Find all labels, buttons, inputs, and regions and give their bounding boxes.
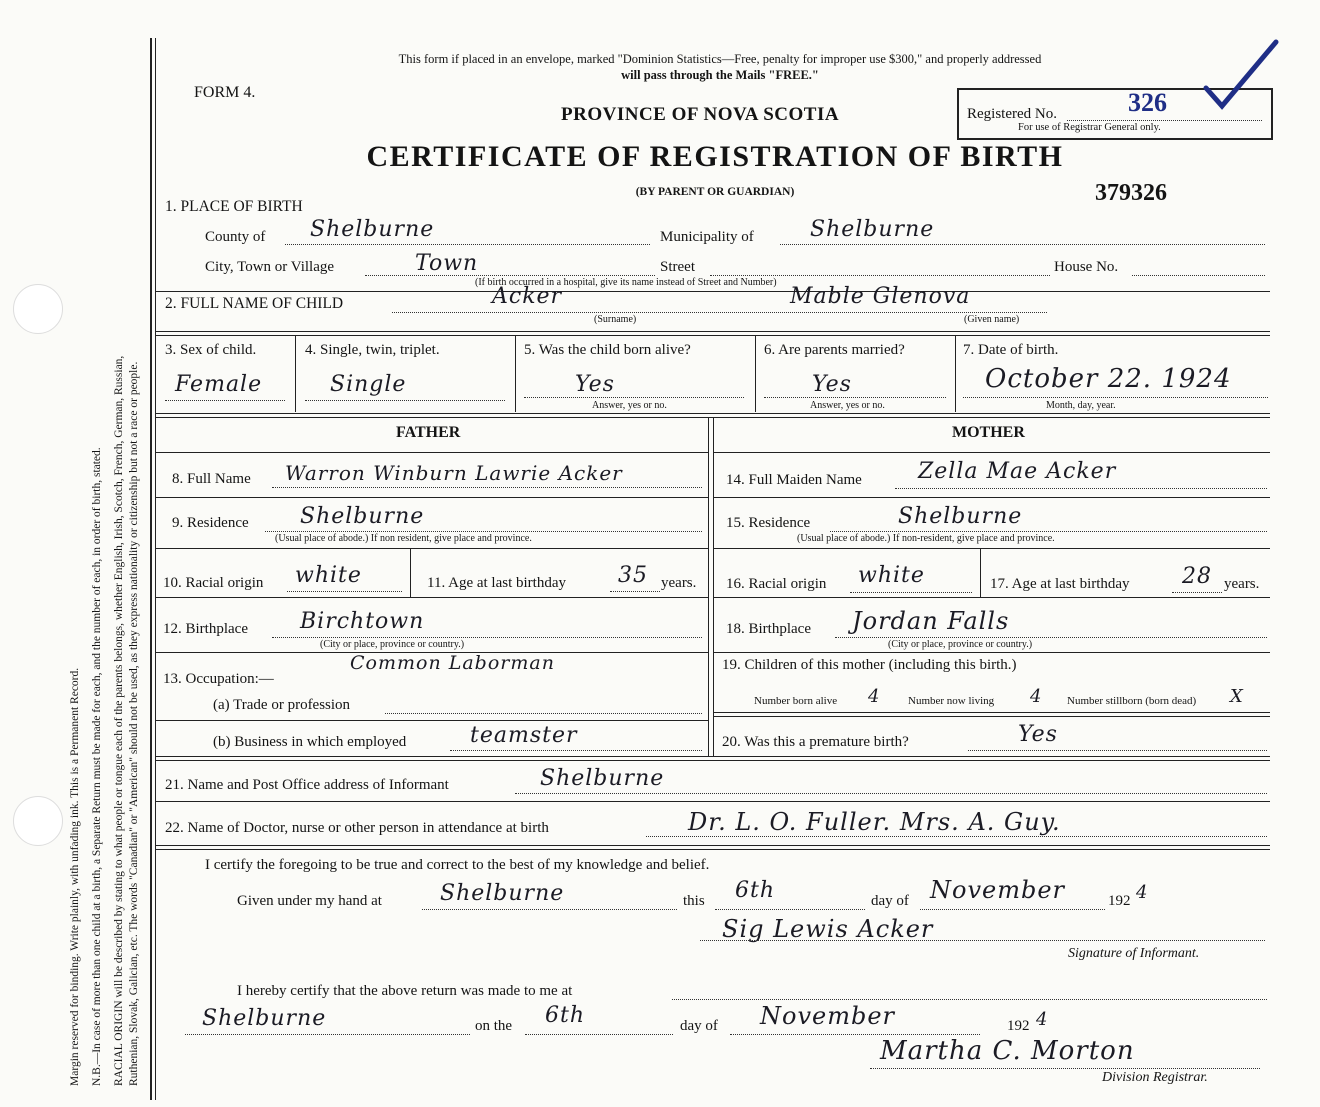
- street-label: Street: [660, 259, 695, 275]
- informant-value: Shelburne: [540, 766, 665, 791]
- mother-rule-1: [713, 497, 1270, 498]
- mother-age-value: 28: [1182, 564, 1212, 589]
- father-heading: FATHER: [396, 424, 461, 441]
- county-line: [285, 244, 650, 245]
- mother-birthplace-note: (City or place, province or country.): [888, 639, 1033, 650]
- rule-before-grid-2: [155, 335, 1270, 336]
- city-label: City, Town or Village: [205, 259, 335, 275]
- father-residence-line: [265, 531, 702, 532]
- parents-married-label: 6. Are parents married?: [764, 342, 905, 358]
- premature-value: Yes: [1018, 722, 1058, 747]
- certificate-title: CERTIFICATE OF REGISTRATION OF BIRTH: [366, 140, 1064, 173]
- rule-after-parents: [155, 756, 1270, 757]
- mother-abode-note: (Usual place of abode.) If non-resident, give place and province.: [797, 533, 1055, 544]
- father-occupation-value: Common Laborman: [350, 652, 555, 674]
- mother-racial-line: [850, 592, 972, 593]
- number-born-alive-label: Number born alive: [754, 695, 838, 707]
- mail-notice-line2: will pass through the Mails "FREE.": [621, 68, 819, 82]
- municipality-value: Shelburne: [810, 217, 935, 242]
- mother-name-label: 14. Full Maiden Name: [726, 472, 862, 488]
- certify-day-line: [715, 909, 865, 910]
- certify-month-line: [920, 909, 1105, 910]
- trade-label: (a) Trade or profession: [213, 697, 351, 713]
- binding-margin-line: [150, 38, 152, 1100]
- number-born-alive-value: 4: [868, 686, 881, 707]
- mother-residence-value: Shelburne: [898, 504, 1023, 529]
- plurality-label: 4. Single, twin, triplet.: [305, 342, 440, 358]
- born-alive-label: 5. Was the child born alive?: [524, 342, 691, 358]
- registrar-statement-line: [672, 999, 1267, 1000]
- mother-rule-5: [713, 712, 1270, 713]
- given-name-caption: (Given name): [964, 314, 1020, 325]
- father-birthplace-value: Birchtown: [300, 609, 425, 634]
- mother-racial-value: white: [858, 563, 925, 588]
- registrar-statement: I hereby certify that the above return was made to me at: [237, 983, 573, 999]
- business-line: [450, 750, 702, 751]
- mother-racial-divider: [980, 549, 981, 597]
- father-rule-5: [155, 720, 708, 721]
- certify-year-digit: 4: [1136, 882, 1149, 903]
- father-racial-value: white: [295, 563, 362, 588]
- father-racial-line: [287, 591, 402, 592]
- business-label: (b) Business in which employed: [213, 734, 407, 750]
- number-stillborn-label: Number stillborn (born dead): [1067, 695, 1197, 707]
- mother-rule-4: [713, 652, 1270, 653]
- county-label: County of: [205, 229, 266, 245]
- county-value: Shelburne: [310, 217, 435, 242]
- registered-no-line: [1067, 120, 1262, 121]
- rule-after-informant: [155, 801, 1270, 802]
- city-line: [365, 275, 655, 276]
- mother-birthplace-label: 18. Birthplace: [726, 621, 811, 637]
- registrar-year-prefix: 192: [1007, 1018, 1030, 1034]
- place-of-birth-label: 1. PLACE OF BIRTH: [165, 198, 303, 215]
- rule-after-grid: [155, 413, 1270, 414]
- municipality-line: [780, 244, 1265, 245]
- father-occupation-label: 13. Occupation:—: [163, 671, 274, 687]
- mother-residence-line: [830, 531, 1267, 532]
- certify-year-prefix: 192: [1108, 893, 1131, 909]
- children-of-mother-label: 19. Children of this mother (including this birth.): [722, 657, 1017, 673]
- punch-hole-bottom: [13, 796, 63, 846]
- father-birthplace-line: [272, 637, 702, 638]
- trade-line: [385, 713, 702, 714]
- registrar-year-digit: 4: [1036, 1009, 1049, 1030]
- division-registrar-caption: Division Registrar.: [1102, 1070, 1208, 1085]
- mother-birthplace-line: [835, 637, 1267, 638]
- child-name-line: [392, 312, 1047, 313]
- mother-rule-5b: [713, 716, 1270, 717]
- house-no-line: [1132, 275, 1265, 276]
- province-heading: PROVINCE OF NOVA SCOTIA: [561, 104, 840, 125]
- plurality-line: [305, 400, 505, 401]
- mother-residence-label: 15. Residence: [726, 515, 811, 531]
- father-name-value: Warron Winburn Lawrie Acker: [285, 461, 623, 485]
- father-birthplace-note: (City or place, province or country.): [320, 639, 465, 650]
- informant-signature: Sig Lewis Acker: [722, 915, 934, 943]
- registered-no-value: 326: [1128, 88, 1167, 117]
- born-alive-note: Answer, yes or no.: [592, 400, 667, 411]
- sex-value: Female: [175, 372, 263, 397]
- sex-label: 3. Sex of child.: [165, 342, 257, 358]
- registrar-place-line: [185, 1034, 470, 1035]
- rule-after-place: [155, 291, 1270, 292]
- business-value: teamster: [470, 723, 578, 748]
- registrar-use-note: For use of Registrar General only.: [1018, 122, 1161, 133]
- father-residence-value: Shelburne: [300, 504, 425, 529]
- certify-day-value: 6th: [735, 878, 776, 903]
- rule-after-parents-2: [155, 760, 1270, 761]
- rule-after-doctor-2: [155, 849, 1270, 850]
- doctor-line: [646, 836, 1267, 837]
- certify-month-value: November: [930, 876, 1066, 904]
- born-alive-value: Yes: [575, 372, 615, 397]
- checkmark-icon: [1200, 36, 1285, 116]
- mother-birthplace-value: Jordan Falls: [852, 607, 1010, 635]
- registrar-day-value: 6th: [545, 1003, 586, 1028]
- city-value: Town: [415, 251, 479, 276]
- certify-this-label: this: [683, 893, 705, 909]
- parents-married-value: Yes: [812, 372, 852, 397]
- margin-note-racial-origin: RACIAL ORIGIN will be described by stating to what people or tongue each of the parents belongs, whether English, Irish, Scotch, French, German, Russian,: [113, 355, 125, 1086]
- father-residence-label: 9. Residence: [172, 515, 249, 531]
- father-years-label: years.: [661, 575, 697, 591]
- father-name-label: 8. Full Name: [172, 471, 251, 487]
- mother-age-line: [1172, 592, 1222, 593]
- street-line: [710, 275, 1050, 276]
- grid-divider-4: [955, 336, 956, 412]
- given-under-hand-label: Given under my hand at: [237, 893, 382, 909]
- informant-label: 21. Name and Post Office address of Informant: [165, 777, 449, 793]
- given-place-line: [422, 909, 677, 910]
- mother-name-value: Zella Mae Acker: [918, 459, 1117, 484]
- father-age-label: 11. Age at last birthday: [427, 575, 566, 591]
- number-now-living-value: 4: [1030, 686, 1043, 707]
- child-given-name: Mable Glenova: [790, 284, 971, 309]
- father-racial-label: 10. Racial origin: [163, 575, 264, 591]
- margin-note-multiple-births: N.B.—In case of more than one child at a birth, a Separate Return must be made for each, and the number of each, in order of birth, stated.: [91, 447, 103, 1086]
- father-rule-1: [155, 497, 708, 498]
- registrar-month-value: November: [760, 1002, 896, 1030]
- child-surname: Acker: [492, 284, 563, 309]
- registrar-on-label: on the: [475, 1018, 513, 1034]
- grid-divider-2: [515, 336, 516, 412]
- doctor-label: 22. Name of Doctor, nurse or other person in attendance at birth: [165, 820, 549, 836]
- surname-caption: (Surname): [594, 314, 637, 325]
- born-alive-line: [524, 397, 744, 398]
- rule-before-grid: [155, 331, 1270, 332]
- number-stillborn-value: X: [1230, 686, 1244, 707]
- number-now-living-label: Number now living: [908, 695, 995, 707]
- registered-no-label: Registered No.: [967, 106, 1057, 122]
- certificate-subtitle: (BY PARENT OR GUARDIAN): [635, 186, 795, 198]
- mail-notice-line1: This form if placed in an envelope, marked "Dominion Statistics—Free, penalty for improper use $300," and properly addressed: [398, 52, 1042, 66]
- form-number: FORM 4.: [194, 84, 256, 101]
- date-of-birth-label: 7. Date of birth.: [963, 342, 1059, 358]
- informant-signature-caption: Signature of Informant.: [1068, 946, 1200, 961]
- registrar-day-line: [525, 1034, 673, 1035]
- father-rule-2: [155, 548, 708, 549]
- given-place-value: Shelburne: [440, 881, 565, 906]
- premature-label: 20. Was this a premature birth?: [722, 734, 909, 750]
- binding-margin-line-inner: [155, 38, 156, 1100]
- certify-day-of-label: day of: [871, 893, 909, 909]
- municipality-label: Municipality of: [660, 229, 754, 245]
- father-name-line: [272, 487, 702, 488]
- grid-divider-1: [295, 336, 296, 412]
- house-no-label: House No.: [1054, 259, 1119, 275]
- plurality-value: Single: [330, 372, 407, 397]
- mother-name-line: [895, 488, 1267, 489]
- sex-line: [165, 400, 285, 401]
- child-name-label: 2. FULL NAME OF CHILD: [165, 295, 344, 312]
- mother-years-label: years.: [1224, 576, 1260, 592]
- registrar-place-value: Shelburne: [202, 1006, 327, 1031]
- registrar-signature-line: [870, 1068, 1260, 1069]
- rule-after-doctor: [155, 845, 1270, 846]
- date-of-birth-line: [963, 397, 1268, 398]
- premature-line: [968, 750, 1267, 751]
- parents-center-divider: [708, 418, 709, 756]
- mother-age-label: 17. Age at last birthday: [990, 576, 1130, 592]
- father-rule-3: [155, 597, 708, 598]
- grid-divider-3: [755, 336, 756, 412]
- parents-married-line: [764, 397, 946, 398]
- punch-hole-top: [13, 284, 63, 334]
- date-of-birth-note: Month, day, year.: [1046, 400, 1116, 411]
- margin-note-nationality: Ruthenian, Slovak, Galician, etc. The words "Canadian" or "American" should not be used, as they express nationality or citizenship but not a race or people.: [128, 361, 140, 1086]
- margin-note-binding: Margin reserved for binding. Write plainly, with unfading ink. This is a Permanent Record.: [69, 667, 81, 1086]
- registrar-day-of-label: day of: [680, 1018, 718, 1034]
- parents-center-divider-2: [713, 418, 714, 756]
- certify-statement: I certify the foregoing to be true and correct to the best of my knowledge and belief.: [205, 857, 710, 873]
- registrar-signature: Martha C. Morton: [880, 1036, 1135, 1066]
- informant-signature-line: [700, 940, 1265, 941]
- mother-heading-rule: [713, 452, 1270, 453]
- mother-racial-label: 16. Racial origin: [726, 576, 827, 592]
- parents-married-note: Answer, yes or no.: [810, 400, 885, 411]
- father-age-value: 35: [618, 563, 648, 588]
- mother-heading: MOTHER: [952, 424, 1025, 441]
- mother-rule-2: [713, 548, 1270, 549]
- doctor-value: Dr. L. O. Fuller. Mrs. A. Guy.: [688, 808, 1061, 836]
- informant-line: [515, 793, 1267, 794]
- mother-rule-3: [713, 597, 1270, 598]
- hospital-note: (If birth occurred in a hospital, give its name instead of Street and Number): [475, 277, 777, 288]
- registrar-month-line: [730, 1034, 980, 1035]
- serial-number: 379326: [1095, 180, 1167, 206]
- father-racial-divider: [410, 549, 411, 597]
- father-age-line: [610, 591, 660, 592]
- date-of-birth-value: October 22. 1924: [985, 364, 1232, 394]
- father-birthplace-label: 12. Birthplace: [163, 621, 248, 637]
- father-heading-rule: [155, 452, 708, 453]
- father-abode-note: (Usual place of abode.) If non resident, give place and province.: [275, 533, 532, 544]
